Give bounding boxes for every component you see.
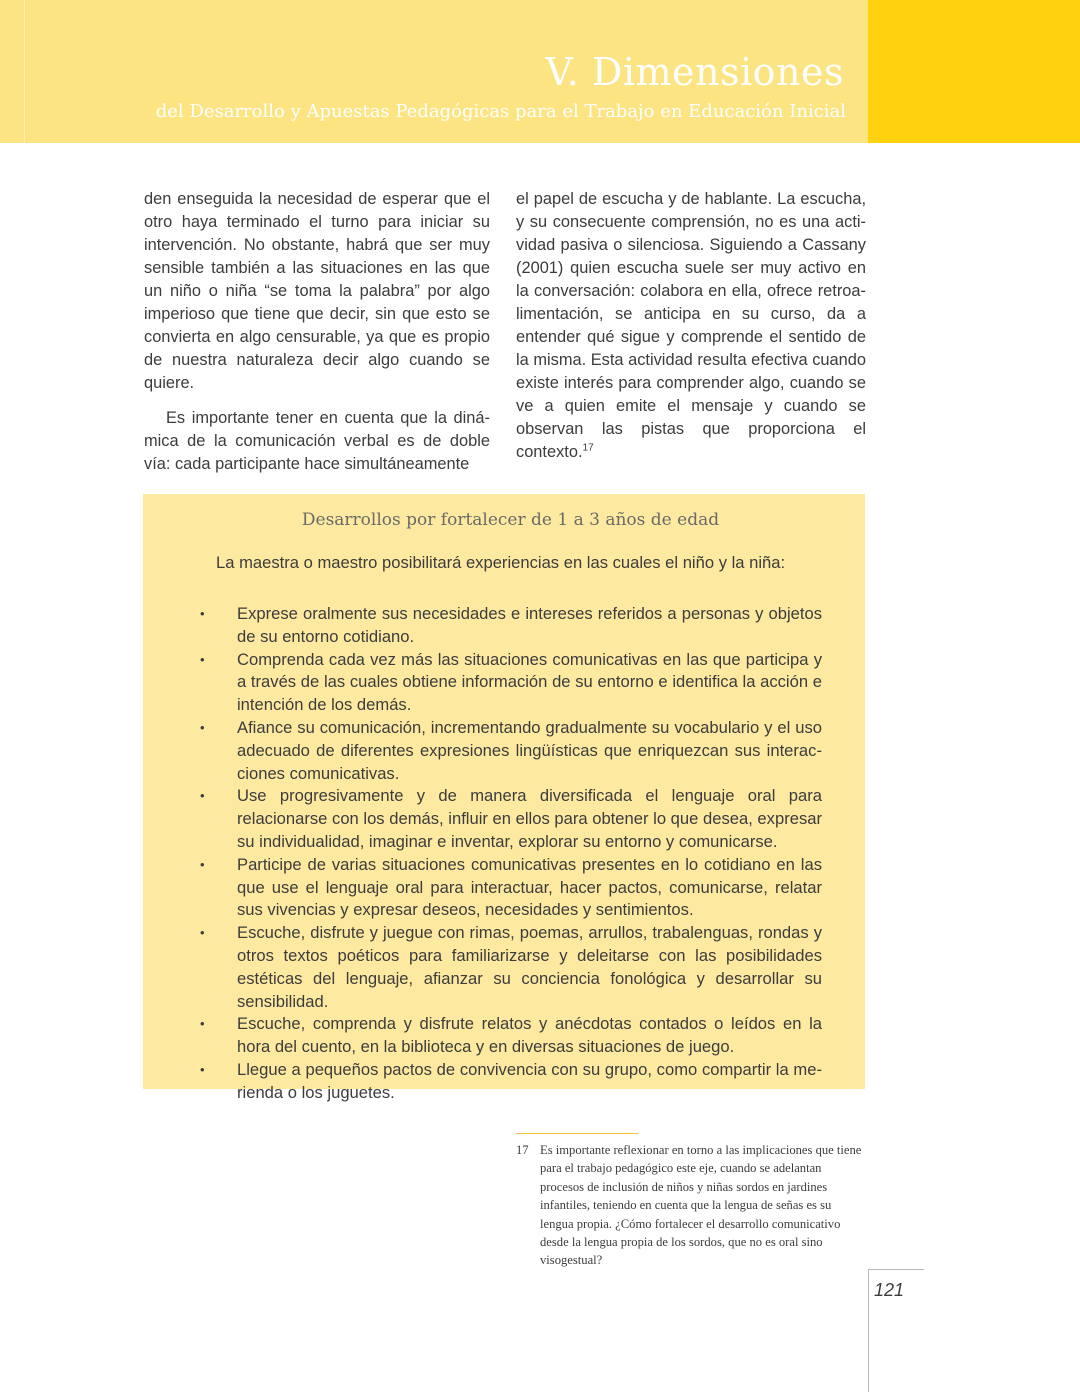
development-box xyxy=(143,494,865,1102)
bullet: • xyxy=(200,925,205,941)
footnote-number: 17 xyxy=(516,1143,529,1157)
footnote xyxy=(516,1141,868,1270)
list-item-text: Comprenda cada vez más las situaciones comunicativas en las que participa y a través de las cuales obtiene información de su entorno e identifica la acción e intención de los demás. xyxy=(237,649,822,715)
footnote-reference: 17 xyxy=(582,442,594,454)
list-item xyxy=(200,785,822,853)
bullet: • xyxy=(200,788,205,804)
header-divider xyxy=(24,0,25,143)
paragraph-text: el papel de escucha y de hablante. La escucha, y su consecuente comprensión, no es una actividad pasiva o silenciosa. Siguiendo a Cassany (2001) quien escucha suele ser muy activo en la conversación: colabora en ella, ofrece retroalimentación, se anticipa en su curso, da a entender qué sigue y comprende el sentido de la misma. Esta actividad resulta efectiva cuando existe interés para comprender algo, cuando se ve a quien emite el mensaje y cuando se observan las pistas que proporciona el contexto. xyxy=(516,190,866,461)
chapter-subtitle: del Desarrollo y Apuestas Pedagógicas para el Trabajo en Educación Inicial xyxy=(155,101,846,122)
bullet: • xyxy=(200,651,205,667)
list-item xyxy=(200,717,822,785)
list-item xyxy=(200,922,822,1013)
list-item-text: Exprese oralmente sus necesidades e intereses referidos a personas y objetos de su entorno cotidiano. xyxy=(237,604,822,646)
list-item-text: Afiance su comunicación, incrementando gradualmente su vocabulario y el uso adecuado de diferentes expresiones lingüísticas que enriquezcan sus interacciones comunicativas. xyxy=(237,717,822,783)
list-item xyxy=(200,1059,822,1105)
chapter-title: V. Dimensiones xyxy=(545,50,844,94)
header-accent-block xyxy=(868,0,1080,143)
list-item-text: Escuche, disfrute y juegue con rimas, poemas, arrullos, trabalenguas, rondas y otros textos poéticos para familiarizarse y deleitarse con las posibilidades estéticas del lenguaje, afianzar su conciencia fonológica y desarrollar su sensibilidad. xyxy=(237,923,822,1011)
development-list xyxy=(200,603,822,1105)
bullet: • xyxy=(200,856,205,872)
box-title: Desarrollos por fortalecer de 1 a 3 años de edad xyxy=(301,510,720,530)
list-item-text: Use progresivamente y de manera diversificada el lenguaje oral para relacionarse con los demás, influir en ellos para obtener lo que desea, expresar su individualidad, imaginar e inventar, explorar su entorno y comunicarse. xyxy=(237,786,822,851)
paragraph: den enseguida la necesidad de esperar que el otro haya terminado el turno para iniciar su intervención. No obstante, habrá que ser muy sensible también a las situaciones en las que un niño o niña “se toma la palabra” por algo imperioso que tiene que decir, sin que esto se convierta en algo censurable, ya que es propio de nuestra naturaleza decir algo cuando se quiere. xyxy=(144,190,490,392)
list-item-text: Llegue a pequeños pactos de convivencia con su grupo, como compartir la merienda o los juguetes. xyxy=(237,1059,822,1102)
bullet: • xyxy=(200,1061,205,1077)
list-item xyxy=(200,854,822,922)
left-column xyxy=(144,188,490,476)
bullet: • xyxy=(200,606,205,621)
page-number-vertical-rule xyxy=(868,1269,869,1392)
footnote-divider xyxy=(516,1133,638,1134)
list-item-text: Participe de varias situaciones comunicativas presentes en lo cotidiano en las que use el lenguaje oral para interactuar, hacer pactos, comunicarse, relatar sus vivencias y expresar deseos, necesidades y sentimientos. xyxy=(237,854,822,920)
paragraph: Es importante tener en cuenta que la dinámica de la comunicación verbal es de doble vía: cada participante hace simultáneamente xyxy=(144,409,490,473)
footnote-text: Es importante reflexionar en torno a las implicaciones que tiene para el trabajo pedagógico este eje, cuando se adelantan procesos de inclusión de niños y niñas sordos en jardines infantiles, teniendo en cuenta que la lengua de señas es su lengua propia. ¿Cómo fortalecer el desarrollo comunicativo desde la lengua propia de los sordos, que no es oral sino visogestual? xyxy=(540,1143,862,1268)
bullet: • xyxy=(200,1016,205,1032)
page-number: 121 xyxy=(874,1280,905,1300)
list-item xyxy=(200,649,822,717)
list-item xyxy=(200,1013,822,1059)
right-column xyxy=(516,188,866,464)
list-item-text: Escuche, comprenda y disfrute relatos y anécdotas contados o leídos en la hora del cuento, en la biblioteca y en diversas situaciones de juego. xyxy=(237,1014,822,1057)
bullet: • xyxy=(200,719,205,735)
list-item xyxy=(200,603,822,649)
page-number-rule xyxy=(868,1269,924,1270)
paragraph xyxy=(516,188,866,464)
box-intro: La maestra o maestro posibilitará experiencias en las cuales el niño y la niña: xyxy=(216,553,786,572)
